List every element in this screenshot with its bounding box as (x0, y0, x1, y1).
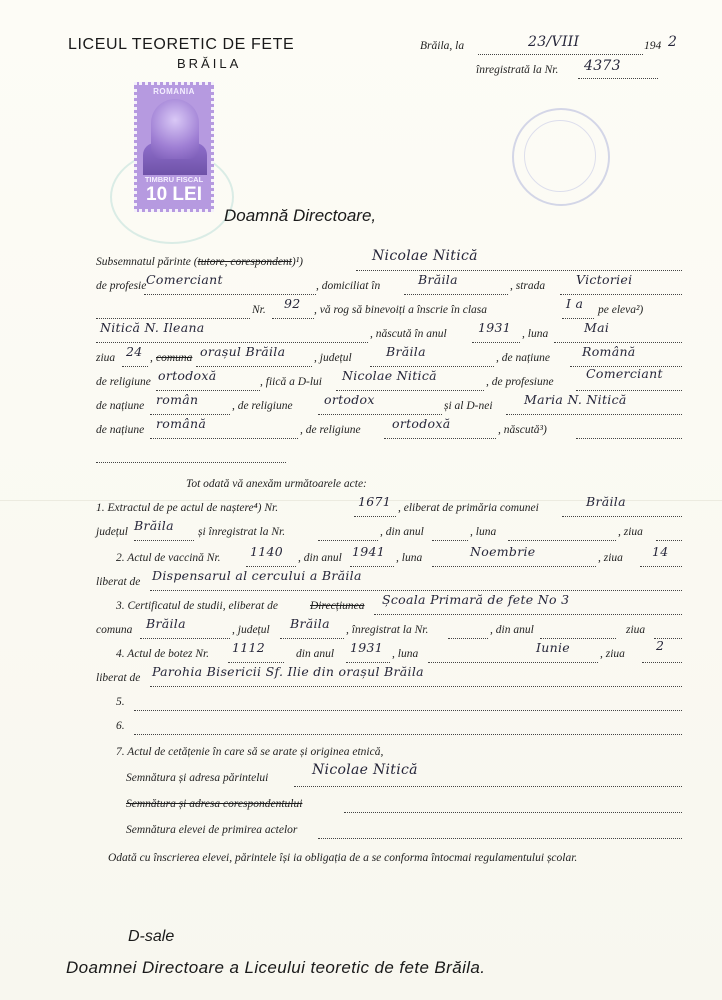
father-prof-label: , de profesiune (486, 376, 554, 388)
born-month-hand: Mai (584, 320, 610, 335)
vaccine-no-line (246, 566, 296, 567)
studies-reg-label: , înregistrat la Nr. (346, 624, 429, 636)
mother-line (506, 414, 682, 415)
closing-note: Odată cu înscrierea elevei, părintele își ia obligația de a se conforma întocmai regulamentului școlar. (108, 852, 578, 864)
number-label: Nr. (252, 304, 266, 316)
studies-county-label: , județul (232, 624, 270, 636)
studies-county: Brăila (290, 616, 330, 631)
studies-commune: Brăila (146, 616, 186, 631)
birth-year-line (432, 540, 468, 541)
vaccine-issuer-line (150, 590, 682, 591)
birth-cert-issued: , eliberat de primăria comunei (398, 502, 539, 514)
school-city: BRĂILA (177, 56, 242, 71)
student-name: Nitică N. Ileana (100, 320, 205, 335)
baptism-day-line (642, 662, 682, 663)
domicile-label: , domiciliat în (316, 280, 381, 292)
mother-nation-hand: română (156, 416, 207, 431)
vaccine-year: 1941 (352, 544, 386, 559)
father-nation-hand: român (156, 392, 199, 407)
vaccine-month: Noembrie (470, 544, 536, 559)
registered-line (578, 78, 658, 79)
baptism-year-label: din anul (296, 648, 335, 660)
parent-signature: Nicolae Nitică (312, 762, 418, 778)
street-label: , strada (510, 280, 546, 292)
baptism-month-line (428, 662, 598, 663)
vaccine-issuer: Dispensarul al cercului a Brăila (152, 568, 362, 583)
studies-county-line (280, 638, 344, 639)
day-line (122, 366, 148, 367)
mother-born-label: , născută³) (498, 424, 547, 436)
baptism-issuer: Parohia Bisericii Sf. Ilie din orașul Brăila (152, 664, 424, 679)
stamp-country: ROMANIA (153, 87, 195, 96)
locality-hand: orașul Brăila (200, 344, 286, 359)
correspondent-signature-line (344, 812, 682, 813)
item-6-label: 6. (116, 720, 125, 732)
baptism-issuer-line (150, 686, 682, 687)
stamp-label: TIMBRU FISCAL (144, 175, 204, 184)
year-hand: 2 (668, 34, 678, 50)
studies-line (374, 614, 682, 615)
vaccine-day-label: , ziua (598, 552, 623, 564)
day-label: ziua (96, 352, 116, 364)
birth-cert-label: 1. Extractul de pe actul de naștere⁴) Nr. (96, 502, 279, 514)
item-5-label: 5. (116, 696, 125, 708)
birth-reg-line (318, 540, 378, 541)
comma-sep: , (150, 352, 153, 364)
baptism-month-label: , luna (392, 648, 419, 660)
class-hand: I a (566, 296, 584, 311)
birth-year-label: , din anul (380, 526, 424, 538)
birth-cert-no-line (354, 516, 396, 517)
parent-line (356, 270, 682, 271)
mother-nation-label: de națiune (96, 424, 145, 436)
vaccine-day-line (640, 566, 682, 567)
registered-label: înregistrată la Nr. (476, 64, 559, 76)
birth-reg-label: și înregistrat la Nr. (198, 526, 286, 538)
salutation: Doamnă Directoare, (224, 206, 377, 225)
studies-commune-label: comuna (96, 624, 133, 636)
request-text: , vă rog să binevoiți a înscrie în clasa (314, 304, 488, 316)
street-line (560, 294, 682, 295)
father-label: , fiică a D-lui (260, 376, 322, 388)
mother-religion-hand: ortodoxă (392, 416, 451, 431)
comuna-struck: comuna (156, 352, 193, 364)
student-signature-line (318, 838, 682, 839)
direction-struck: Direcțiunea (310, 600, 365, 612)
annex-intro: Tot odată vă anexăm următoarele acte: (186, 478, 367, 490)
studies-year-line (540, 638, 616, 639)
correspondent-signature-text: Semnătura și adresa corespondentului (126, 798, 303, 810)
born-year-label: , născută în anul (370, 328, 447, 340)
vaccine-year-label: , din anul (298, 552, 342, 564)
parent-label-text: Subsemnatul părinte ( (96, 256, 198, 268)
domicile-line (404, 294, 508, 295)
studies-school: Școala Primară de fete No 3 (382, 592, 570, 607)
fiscal-stamp (134, 82, 214, 212)
father-religion-label: , de religiune (232, 400, 293, 412)
birth-day-label: , ziua (618, 526, 643, 538)
footer-addressee: D-sale (128, 928, 175, 945)
birth-cert-town: Brăila (586, 494, 626, 509)
born-month-label: , luna (522, 328, 549, 340)
baptism-year: 1931 (350, 640, 384, 655)
street-hand: Victoriei (576, 272, 633, 287)
religion-line (156, 390, 260, 391)
father-religion-line (318, 414, 442, 415)
religion-hand: ortodoxă (158, 368, 217, 383)
vaccine-label: 2. Actul de vaccină Nr. (116, 552, 221, 564)
baptism-month: Iunie (536, 640, 570, 655)
student-signature-label: Semnătura elevei de primirea actelor (126, 824, 298, 836)
father-religion-hand: ortodox (324, 392, 375, 407)
birth-cert-no: 1671 (358, 494, 392, 509)
studies-reg-line (448, 638, 488, 639)
father-line (336, 390, 484, 391)
parent-label (96, 256, 303, 268)
baptism-issuer-label: liberat de (96, 672, 141, 684)
born-month-line (554, 342, 682, 343)
vaccine-month-label: , luna (396, 552, 423, 564)
tutore-struck: tutore, corespondent (197, 256, 292, 268)
religion-label: de religiune (96, 376, 151, 388)
number-hand: 92 (284, 296, 301, 311)
birth-day-line (656, 540, 682, 541)
correspondent-signature-label (126, 798, 302, 810)
parent-label-end: )¹) (291, 256, 304, 268)
vaccine-day: 14 (652, 544, 669, 559)
father-nation-line (150, 414, 230, 415)
vaccine-month-line (432, 566, 596, 567)
birth-month-line (508, 540, 616, 541)
father-prof-line (576, 390, 682, 391)
studies-day-label: ziua (626, 624, 646, 636)
parent-signature-label: Semnătura și adresa părintelui (126, 772, 269, 784)
birth-month-label: , luna (470, 526, 497, 538)
profession-hand: Comerciant (146, 272, 223, 287)
vaccine-no: 1140 (250, 544, 284, 559)
locality-line (196, 366, 312, 367)
item-6-line (134, 734, 682, 735)
father-hand: Nicolae Nitică (342, 368, 437, 383)
day-hand: 24 (126, 344, 143, 359)
birth-county-label: județul (96, 526, 128, 538)
stamp-portrait-icon (151, 99, 199, 159)
county-label: , județul (314, 352, 352, 364)
date-hand: 23/VIII (528, 34, 580, 50)
birth-county-hand: Brăila (134, 518, 174, 533)
registered-number: 4373 (584, 58, 621, 74)
mother-religion-label: , de religiune (300, 424, 361, 436)
stamp-value: 10 LEI (146, 184, 202, 205)
nation-label: , de națiune (496, 352, 550, 364)
born-year-hand: 1931 (478, 320, 512, 335)
address-line (96, 318, 250, 319)
baptism-year-line (346, 662, 390, 663)
baptism-label: 4. Actul de botez Nr. (116, 648, 210, 660)
father-prof-hand: Comerciant (586, 366, 663, 381)
birth-county-line (134, 540, 194, 541)
year-print: 194 (644, 40, 662, 52)
student-name-line (96, 342, 368, 343)
round-seal-inner (524, 120, 596, 192)
county-line (370, 366, 494, 367)
mother-born-line (576, 438, 682, 439)
profession-label: de profesie (96, 280, 147, 292)
born-year-line (472, 342, 520, 343)
place-label: Brăila, la (420, 40, 465, 52)
parent-signature-line (294, 786, 682, 787)
mother-label: și al D-nei (444, 400, 493, 412)
studies-commune-line (140, 638, 230, 639)
item-5-line (134, 710, 682, 711)
student-label: pe eleva²) (598, 304, 644, 316)
date-line (478, 54, 643, 55)
mother-hand: Maria N. Nitică (524, 392, 627, 407)
profession-line (144, 294, 316, 295)
baptism-no: 1112 (232, 640, 266, 655)
father-nation-label: de națiune (96, 400, 145, 412)
blank-line (96, 462, 286, 463)
nation-hand: Română (582, 344, 636, 359)
domicile-hand: Brăila (418, 272, 458, 287)
county-hand: Brăila (386, 344, 426, 359)
round-seal (512, 108, 610, 206)
number-line (272, 318, 314, 319)
studies-label: 3. Certificatul de studii, eliberat de (116, 600, 278, 612)
vaccine-year-line (350, 566, 394, 567)
school-name: LICEUL TEORETIC DE FETE (68, 36, 295, 53)
birth-cert-town-line (562, 516, 682, 517)
citizenship-label: 7. Actul de cetățenie în care să se arate și originea etnică, (116, 746, 384, 758)
footer-recipient: Doamnei Directoare a Liceului teoretic de fete Brăila. (66, 958, 486, 977)
mother-religion-line (384, 438, 496, 439)
baptism-no-line (228, 662, 284, 663)
baptism-day: 2 (656, 638, 665, 653)
vaccine-issuer-label: liberat de (96, 576, 141, 588)
class-line (562, 318, 594, 319)
baptism-day-label: , ziua (600, 648, 625, 660)
parent-name: Nicolae Nitică (372, 248, 478, 264)
mother-nation-line (150, 438, 298, 439)
studies-year-label: , din anul (490, 624, 534, 636)
